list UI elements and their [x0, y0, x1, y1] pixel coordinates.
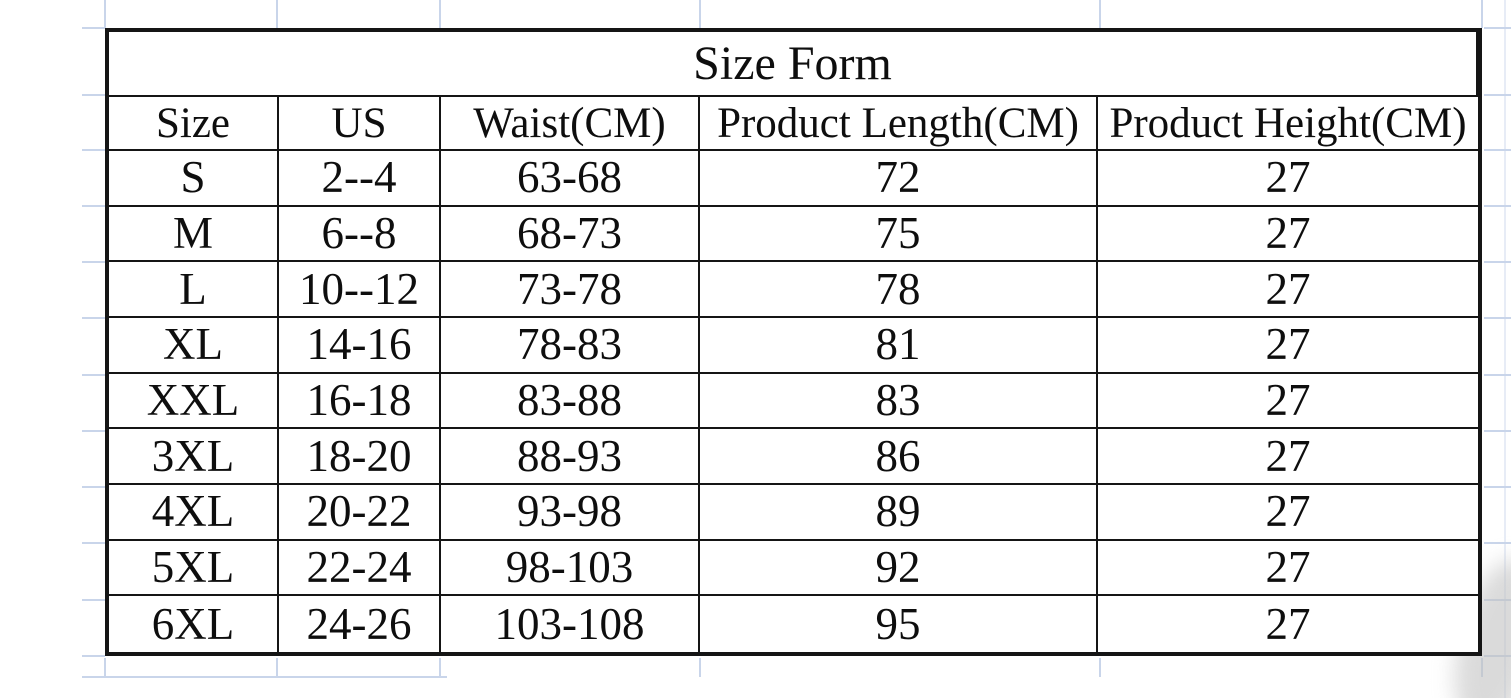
sheet-gridline	[1099, 658, 1101, 677]
cell-length: 95	[700, 596, 1098, 652]
cell-us: 6--8	[279, 207, 441, 263]
cell-length: 72	[700, 151, 1098, 207]
cell-length: 81	[700, 318, 1098, 374]
sheet-gridline	[1484, 486, 1511, 488]
sheet-gridline	[1484, 205, 1511, 207]
sheet-gridline	[699, 658, 701, 677]
cell-us: 20-22	[279, 485, 441, 541]
cell-us: 16-18	[279, 374, 441, 430]
column-header-length: Product Length(CM)	[700, 97, 1098, 151]
sheet-gridline	[439, 658, 441, 677]
cell-length: 86	[700, 429, 1098, 485]
cell-size: XXL	[109, 374, 279, 430]
sheet-gridline	[82, 261, 105, 263]
sheet-gridline	[276, 0, 278, 28]
sheet-gridline	[82, 599, 105, 601]
cell-us: 14-16	[279, 318, 441, 374]
cell-waist: 98-103	[441, 541, 700, 597]
sheet-gridline	[1484, 27, 1511, 29]
cell-length: 89	[700, 485, 1098, 541]
cell-us: 10--12	[279, 262, 441, 318]
cell-size: 4XL	[109, 485, 279, 541]
cell-size: L	[109, 262, 279, 318]
sheet-gridline	[1481, 0, 1483, 28]
sheet-gridline	[82, 542, 105, 544]
cell-size: S	[109, 151, 279, 207]
column-header-size: Size	[109, 97, 279, 151]
sheet-gridline	[1484, 94, 1511, 96]
column-header-height: Product Height(CM)	[1098, 97, 1478, 151]
cell-size: 6XL	[109, 596, 279, 652]
column-header-us: US	[279, 97, 441, 151]
cell-waist: 73-78	[441, 262, 700, 318]
sheet-gridline	[82, 430, 105, 432]
cell-height: 27	[1098, 541, 1478, 597]
cell-us: 2--4	[279, 151, 441, 207]
sheet-gridline	[82, 94, 105, 96]
sheet-gridline	[276, 658, 278, 677]
sheet-gridline	[1484, 317, 1511, 319]
sheet-gridline	[1484, 261, 1511, 263]
sheet-gridline	[82, 374, 105, 376]
cell-size: 3XL	[109, 429, 279, 485]
cell-size: M	[109, 207, 279, 263]
sheet-gridline	[1484, 374, 1511, 376]
sheet-gridline	[439, 0, 441, 28]
sheet-gridline	[82, 655, 105, 657]
sheet-gridline	[1484, 149, 1511, 151]
sheet-gridline	[104, 0, 106, 28]
cell-height: 27	[1265, 598, 1311, 649]
column-header-waist: Waist(CM)	[441, 97, 700, 151]
sheet-gridline	[1484, 542, 1511, 544]
sheet-gridline	[82, 149, 105, 151]
cell-height: 27	[1098, 318, 1478, 374]
cell-waist: 103-108	[441, 596, 700, 652]
cell-waist: 83-88	[441, 374, 700, 430]
cell-height: 27	[1098, 151, 1478, 207]
cell-waist: 78-83	[441, 318, 700, 374]
cell-length: 92	[700, 541, 1098, 597]
cell-waist: 88-93	[441, 429, 700, 485]
sheet-gridline	[82, 205, 105, 207]
sheet-gridline	[82, 27, 105, 29]
cell-size: XL	[109, 318, 279, 374]
sheet-gridline	[104, 658, 106, 677]
sheet-gridline	[1099, 0, 1101, 28]
cell-us: 18-20	[279, 429, 441, 485]
sheet-gridline	[699, 0, 701, 28]
cell-length: 78	[700, 262, 1098, 318]
cell-height: 27	[1098, 262, 1478, 318]
cell-height: 27	[1098, 429, 1478, 485]
cell-us: 22-24	[279, 541, 441, 597]
size-chart-table	[105, 28, 1482, 656]
cell-length: 83	[700, 374, 1098, 430]
cell-height: 27	[1098, 485, 1478, 541]
cell-height: 27	[1098, 374, 1478, 430]
table-title: Size Form	[109, 32, 1478, 97]
cell-waist: 63-68	[441, 151, 700, 207]
sheet-gridline	[1484, 430, 1511, 432]
cell-length: 75	[700, 207, 1098, 263]
sheet-gridline	[82, 676, 447, 678]
cell-height: 27	[1098, 207, 1478, 263]
cell-waist: 68-73	[441, 207, 700, 263]
cell-waist: 93-98	[441, 485, 700, 541]
cell-size: 5XL	[109, 541, 279, 597]
sheet-gridline	[82, 486, 105, 488]
sheet-gridline	[82, 317, 105, 319]
cell-us: 24-26	[279, 596, 441, 652]
